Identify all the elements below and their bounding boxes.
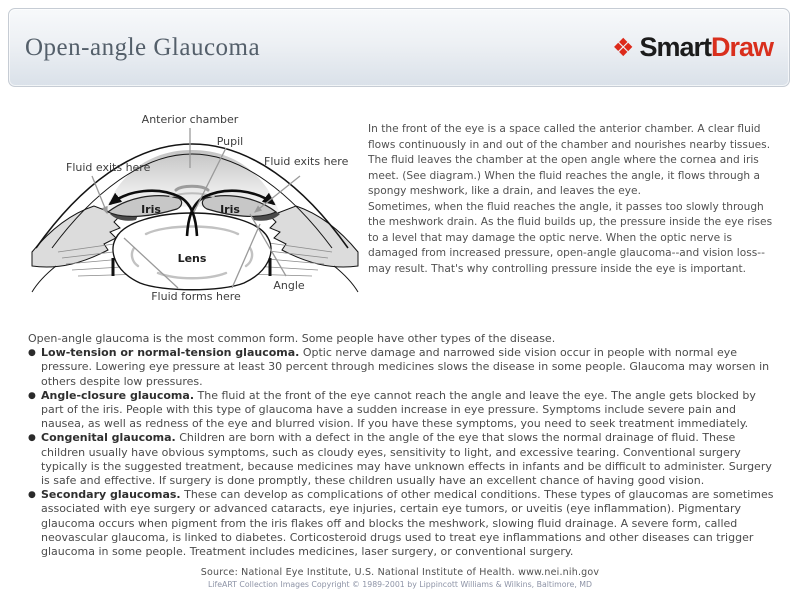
page-title: Open-angle Glaucoma xyxy=(25,33,261,61)
label-anterior-chamber: Anterior chamber xyxy=(141,113,239,126)
label-iris-right: Iris xyxy=(220,203,240,216)
lead-paragraph: Open-angle glaucoma is the most common form. Some people have other types of the disease. xyxy=(28,332,556,345)
smartdraw-logo xyxy=(612,34,773,61)
bullet-icon: ● xyxy=(28,490,36,501)
bullet-term: Congenital glaucoma. xyxy=(41,431,176,445)
bullet-term: Low-tension or normal-tension glaucoma. xyxy=(41,346,300,360)
logo-smart: Smart xyxy=(639,32,711,62)
header-bar xyxy=(8,8,790,87)
label-fluid-exits-left: Fluid exits here xyxy=(66,161,151,174)
label-fluid-exits-right: Fluid exits here xyxy=(264,155,349,168)
bullet-item-low-tension xyxy=(28,346,781,389)
bullet-icon: ● xyxy=(28,390,36,401)
bullet-text: Children are born with a defect in the angle of the eye that slows the normal drainage of fluid. These children usually have obvious symptoms, such as cloudy eyes, sensitivity to light, and excessive tearing. Conventional surgery typically is the suggested treatment, because medicines may have unknown effects in infants and be difficult to administer. Surgery is safe and effective. If surgery is done promptly, these children usually have an excellent chance of having good vision. xyxy=(41,431,772,488)
smartdraw-diamond-icon: ❖ xyxy=(612,33,635,62)
sclera-right-shape xyxy=(270,206,358,267)
logo-draw: Draw xyxy=(710,32,773,62)
eye-outline-lower-left xyxy=(32,266,56,292)
copyright-line: LifeART Collection Images Copyright © 1989-2001 by Lippincott Williams & Wilkins, Baltimore, MD xyxy=(207,580,593,589)
paragraph-anterior-chamber: In the front of the eye is a space called the anterior chamber. A clear fluid flows continuously in and out of the chamber and nourishes nearby tissues. The fluid leaves the chamber at the open angle where the cornea and iris meet. (See diagram.) When the fluid reaches the angle, it flows through a spongy meshwork, like a drain, and leaves the eye. xyxy=(368,123,771,197)
footer xyxy=(0,567,800,589)
label-angle: Angle xyxy=(273,279,305,292)
types-section xyxy=(28,332,781,559)
bullet-list xyxy=(28,346,781,559)
label-fluid-forms: Fluid forms here xyxy=(151,290,241,303)
eye-diagram xyxy=(30,102,360,315)
bullet-text: Optic nerve damage and narrowed side vision occur in people with normal eye pressure. Lowering eye pressure at least 30 percent through medicines slows the disease in some people. Glaucoma may worsen in others despite low pressures. xyxy=(41,346,770,388)
bullet-item-angle-closure xyxy=(28,389,781,432)
bullet-text: The fluid at the front of the eye cannot reach the angle and leave the eye. The angle gets blocked by part of the iris. People with this type of glaucoma have a sudden increase in eye pressure. Symptoms include severe pain and nausea, as well as redness of the eye and blurred vision. If you have these symptoms, you need to seek treatment immediately. xyxy=(41,388,756,431)
bullet-item-congenital xyxy=(28,431,781,488)
label-lens: Lens xyxy=(177,252,207,265)
bullet-term: Angle-closure glaucoma. xyxy=(41,388,194,402)
bullet-item-secondary xyxy=(28,488,781,559)
source-line: Source: National Eye Institute, U.S. National Institute of Health. www.nei.nih.gov xyxy=(200,567,600,578)
bullet-text: These can develop as complications of other medical conditions. These types of glaucomas are sometimes associated with eye surgery or advanced cataracts, eye injuries, certain eye tumors, or uveitis (eye inflammation). Pigmentary glaucoma occurs when pigment from the iris flakes off and blocks the meshwork, slowing fluid drainage. A severe form, called neovascular glaucoma, is linked to diabetes. Corticosteroid drugs used to treat eye inflammations and other diseases can trigger glaucoma in some people. Treatment includes medicines, laser surgery, or conventional surgery. xyxy=(41,488,774,559)
label-iris-left: Iris xyxy=(141,203,161,216)
intro-paragraphs xyxy=(368,122,783,277)
eye-outline-lower-right xyxy=(334,266,358,292)
eye-diagram-svg xyxy=(30,102,360,315)
bullet-term: Secondary glaucomas. xyxy=(41,488,181,502)
bullet-icon: ● xyxy=(28,348,36,359)
paragraph-pressure: Sometimes, when the fluid reaches the angle, it passes too slowly through the meshwork drain. As the fluid builds up, the pressure inside the eye rises to a level that may damage the optic nerve. When the optic nerve is damaged from increased pressure, open-angle glaucoma--and vision loss--may result. That's why controlling pressure inside the eye is important. xyxy=(368,200,773,275)
label-pupil: Pupil xyxy=(216,135,244,148)
bullet-icon: ● xyxy=(28,433,36,444)
